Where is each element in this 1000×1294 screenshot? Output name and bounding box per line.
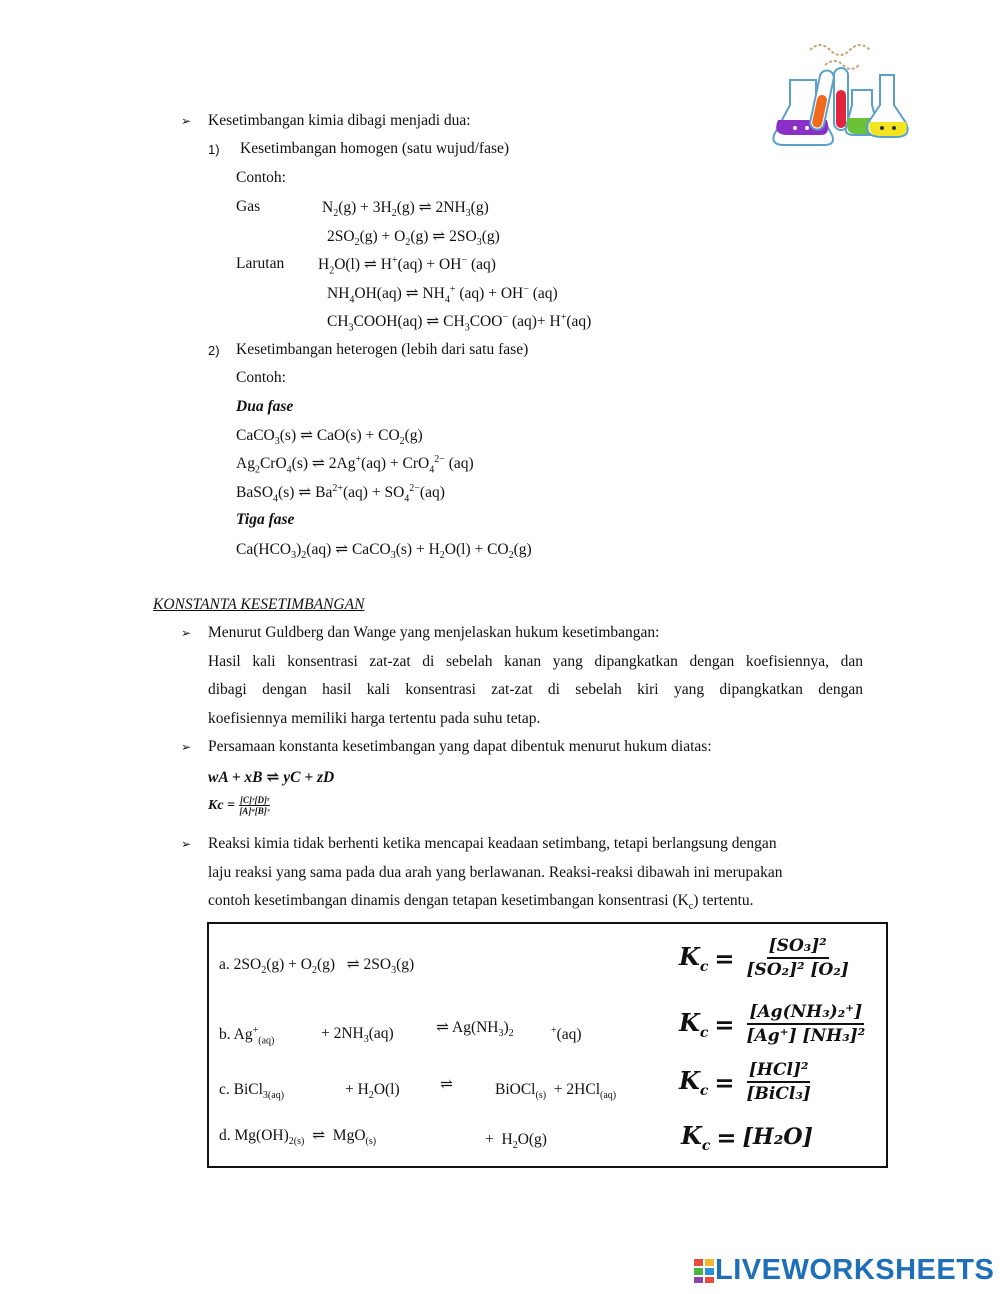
kc-subscript: c bbox=[699, 958, 709, 975]
paragraph-text-end: ) tertentu. bbox=[693, 892, 754, 909]
reaction-b-charge: +(aq) bbox=[551, 1025, 582, 1044]
kc-fraction bbox=[747, 936, 849, 980]
homogen-title: Kesetimbangan homogen (satu wujud/fase) bbox=[240, 140, 510, 157]
reaction-b-left: b. $Ag^+_{(aq)}$ bbox=[219, 1025, 275, 1047]
bullet-text: Persamaan konstanta kesetimbangan yang dapat dibentuk menurut hukum diatas: bbox=[208, 738, 712, 755]
paragraph-line: laju reaksi yang sama pada dua arah yang berlawanan. Reaksi-reaksi dibawah ini merupakan bbox=[208, 864, 783, 881]
equation-hetero-3: BaSO$_4$(s) ⇌ $Ba^{2+}(aq) + SO_4^{2-}(aq)$ bbox=[236, 483, 445, 505]
kc-equals: = bbox=[714, 1009, 735, 1039]
hukum-line: dibagi dengan hasil kali konsentrasi zat-zat di sebelah kiri yang dipangkatkan dengan bbox=[208, 681, 863, 698]
tiga-fase-label: Tiga fase bbox=[236, 511, 295, 528]
kc-numerator: [SO₃]² bbox=[767, 936, 829, 959]
kc-symbol bbox=[679, 1008, 708, 1041]
kc-subscript: c bbox=[701, 1137, 711, 1154]
bullet-text: Menurut Guldberg dan Wange yang menjelaskan hukum kesetimbangan: bbox=[208, 624, 660, 641]
kc-fraction bbox=[747, 1002, 866, 1046]
reaction-d-left: d. $Mg(OH)_{2(s)}$ ⇌ MgO$_{(s)}$ bbox=[219, 1127, 377, 1148]
kc-expression-c bbox=[679, 1060, 811, 1104]
kc-equals: = bbox=[714, 1067, 735, 1097]
bullet-text: Reaksi kimia tidak berhenti ketika mencapai keadaan setimbang, tetapi berlangsung dengan bbox=[208, 835, 777, 852]
equation-larutan-2: $NH_4OH(aq)$ ⇌ $NH_4^+$ (aq) + OH− (aq) bbox=[327, 284, 558, 306]
kc-denominator: [SO₂]² [O₂] bbox=[746, 960, 849, 980]
bullet-item bbox=[208, 835, 777, 853]
list-number: 2) bbox=[208, 343, 220, 358]
liveworksheets-logo[interactable] bbox=[693, 1254, 994, 1287]
dua-fase-label: Dua fase bbox=[236, 398, 294, 415]
kc-letter: K bbox=[679, 1007, 700, 1037]
kc-expression-a bbox=[679, 936, 849, 980]
kc-numerator: [HCl]² bbox=[747, 1060, 811, 1083]
kc-letter: K bbox=[681, 1121, 702, 1150]
reaction-d-product: + $H_2O(g)$ bbox=[485, 1131, 547, 1152]
reaction-c-left: c. BiCl$_{3(aq)}$ bbox=[219, 1081, 285, 1102]
kc-value: [H₂O] bbox=[742, 1124, 813, 1151]
chemistry-flasks-illustration bbox=[770, 40, 915, 152]
kc-subscript: c bbox=[699, 1082, 709, 1099]
bullet-item bbox=[208, 624, 659, 642]
hukum-line: koefisiennya memiliki harga tertentu pada suhu tetap. bbox=[208, 710, 541, 727]
reaction-c-mid: + $H_2O(l)$ bbox=[345, 1081, 400, 1102]
heterogen-title: Kesetimbangan heterogen (lebih dari satu fase) bbox=[236, 341, 529, 358]
equation-hetero-1: CaCO$_3$(s) ⇌ $CaO(s) + CO_2(g)$ bbox=[236, 427, 423, 448]
paragraph-sub: c bbox=[688, 901, 694, 913]
paragraph-text: contoh kesetimbangan dinamis dengan tetapan kesetimbangan konsentrasi (K bbox=[208, 892, 689, 909]
kc-subscript: c bbox=[699, 1024, 709, 1041]
equation-gas-1: $N_2(g) + 3H_2(g)$ ⇌ $2NH_3(g)$ bbox=[322, 199, 489, 220]
kc-denominator: [BiCl₃] bbox=[746, 1084, 811, 1104]
equilibrium-arrow: ⇌ bbox=[440, 1076, 453, 1093]
kc-letter: K bbox=[679, 941, 700, 971]
hukum-line: Hasil kali konsentrasi zat-zat di sebelah kanan yang dipangkatkan dengan koefisiennya, dan bbox=[208, 653, 863, 670]
liveworksheets-logo-text: LIVEWORKSHEETS bbox=[715, 1254, 995, 1286]
kc-denominator: [A]ʷ[B]ˣ bbox=[239, 806, 270, 816]
kc-numerator: [C]ʸ[D]ᶻ bbox=[240, 795, 270, 805]
liveworksheets-logo-icon bbox=[693, 1258, 715, 1284]
equation-hetero-2: $Ag_2CrO_4(s)$ ⇌ 2Ag+(aq) + CrO$_4^{2-}$ (aq) bbox=[236, 454, 474, 476]
reaction-table bbox=[207, 922, 888, 1168]
kc-equals: = bbox=[716, 1122, 737, 1152]
gas-label: Gas bbox=[236, 198, 261, 215]
reaction-b-product: ⇌ $Ag(NH_3)_2$ bbox=[436, 1019, 514, 1040]
bullet-item bbox=[208, 738, 712, 756]
list-number: 1) bbox=[208, 142, 220, 157]
contoh-label: Contoh: bbox=[236, 169, 286, 186]
kc-general-formula bbox=[208, 795, 270, 816]
kc-numerator: [Ag(NH₃)₂⁺] bbox=[747, 1002, 864, 1025]
reaction-c-product: BiOCl$_{(s)}$ + 2HCl$_{(aq)}$ bbox=[495, 1081, 617, 1102]
section-title: KONSTANTA KESETIMBANGAN bbox=[153, 596, 365, 613]
larutan-label: Larutan bbox=[236, 255, 285, 272]
equation-hetero-4: $Ca(HCO_3)_2(aq)$ ⇌ CaCO$_3$(s) + $H_2O(l) + CO_2(g)$ bbox=[236, 541, 532, 562]
kc-fraction bbox=[747, 1060, 811, 1104]
reaction-b-mid: + $2NH_3(aq)$ bbox=[321, 1025, 394, 1046]
bullet-item bbox=[208, 112, 471, 130]
general-equation: wA + xB ⇌ yC + zD bbox=[208, 769, 335, 786]
kc-symbol bbox=[681, 1121, 710, 1154]
paragraph-line bbox=[208, 892, 754, 912]
kc-expression-d bbox=[681, 1121, 813, 1154]
contoh-label: Contoh: bbox=[236, 369, 286, 386]
kc-denominator: [Ag⁺] [NH₃]² bbox=[746, 1026, 866, 1046]
equation-gas-2: $2SO_2(g) + O_2(g)$ ⇌ $2SO_3(g)$ bbox=[327, 228, 500, 249]
kc-fraction bbox=[239, 795, 270, 816]
kc-label: Kc = bbox=[208, 797, 236, 813]
kc-expression-b bbox=[679, 1002, 865, 1046]
bullet-text: Kesetimbangan kimia dibagi menjadi dua: bbox=[208, 112, 471, 129]
reaction-a: a. $2SO_2(g) + O_2(g)$ ⇌ $2SO_3(g)$ bbox=[219, 956, 415, 977]
equation-larutan-3: $CH_3COOH(aq)$ ⇌ $CH_3COO^-$ (aq)+ H+(aq) bbox=[327, 312, 592, 334]
equation-larutan-1: $H_2O(l)$ ⇌ H+(aq) + OH− (aq) bbox=[318, 255, 496, 277]
kc-symbol bbox=[679, 1066, 708, 1099]
kc-letter: K bbox=[679, 1065, 700, 1095]
kc-equals: = bbox=[714, 943, 735, 973]
kc-symbol bbox=[679, 942, 708, 975]
